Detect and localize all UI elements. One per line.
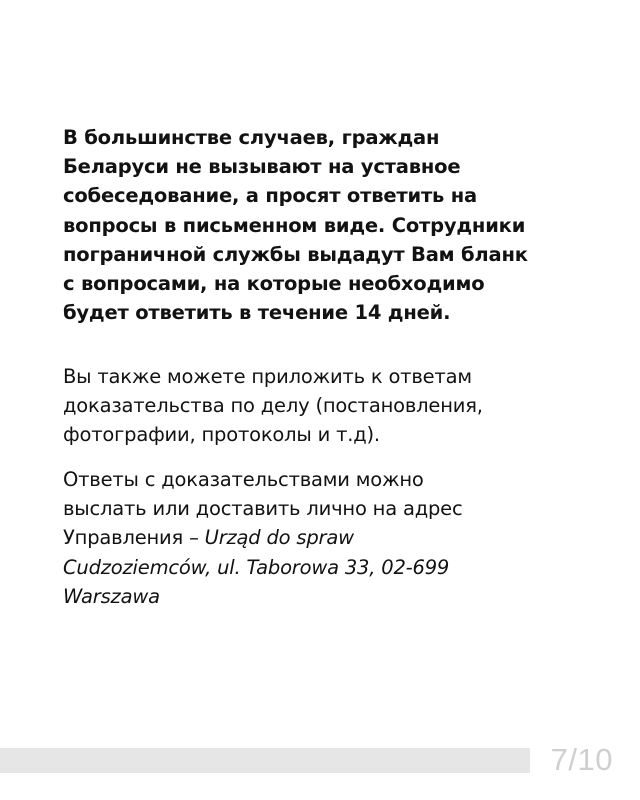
- text-line: Беларуси не вызывают на уставное: [63, 155, 461, 179]
- page-indicator: 7/10: [550, 742, 613, 777]
- evidence-paragraph: [63, 362, 583, 450]
- text-line: доказательства по делу (постановления,: [63, 394, 483, 418]
- text-line: пограничной службы выдадут Вам бланк: [63, 242, 528, 266]
- text-line: с вопросами, на которые необходимо: [63, 272, 485, 296]
- address-paragraph: [63, 465, 583, 611]
- text-line: собеседование, а просят ответить на: [63, 184, 478, 208]
- address-prefix: Управления –: [63, 526, 205, 550]
- address-italic: Warszawa: [63, 584, 160, 608]
- text-line: Вы также можете приложить к ответам: [63, 365, 472, 388]
- text-line: будет ответить в течение 14 дней.: [63, 301, 451, 325]
- text-line: В большинстве случаев, граждан: [63, 126, 440, 149]
- footer-bar: [0, 748, 530, 773]
- text-line: Ответы с доказательствами можно: [63, 468, 424, 491]
- text-line: выслать или доставить лично на адрес: [63, 497, 463, 521]
- bold-paragraph: [63, 123, 583, 327]
- text-line: вопросы в письменном виде. Сотрудники: [63, 213, 526, 237]
- text-line: [63, 523, 583, 552]
- address-italic: Cudzoziemców, ul. Taborowa 33, 02-699: [63, 555, 450, 579]
- address-italic: Urząd do spraw: [204, 526, 354, 550]
- text-line: фотографии, протоколы и т.д).: [63, 423, 380, 447]
